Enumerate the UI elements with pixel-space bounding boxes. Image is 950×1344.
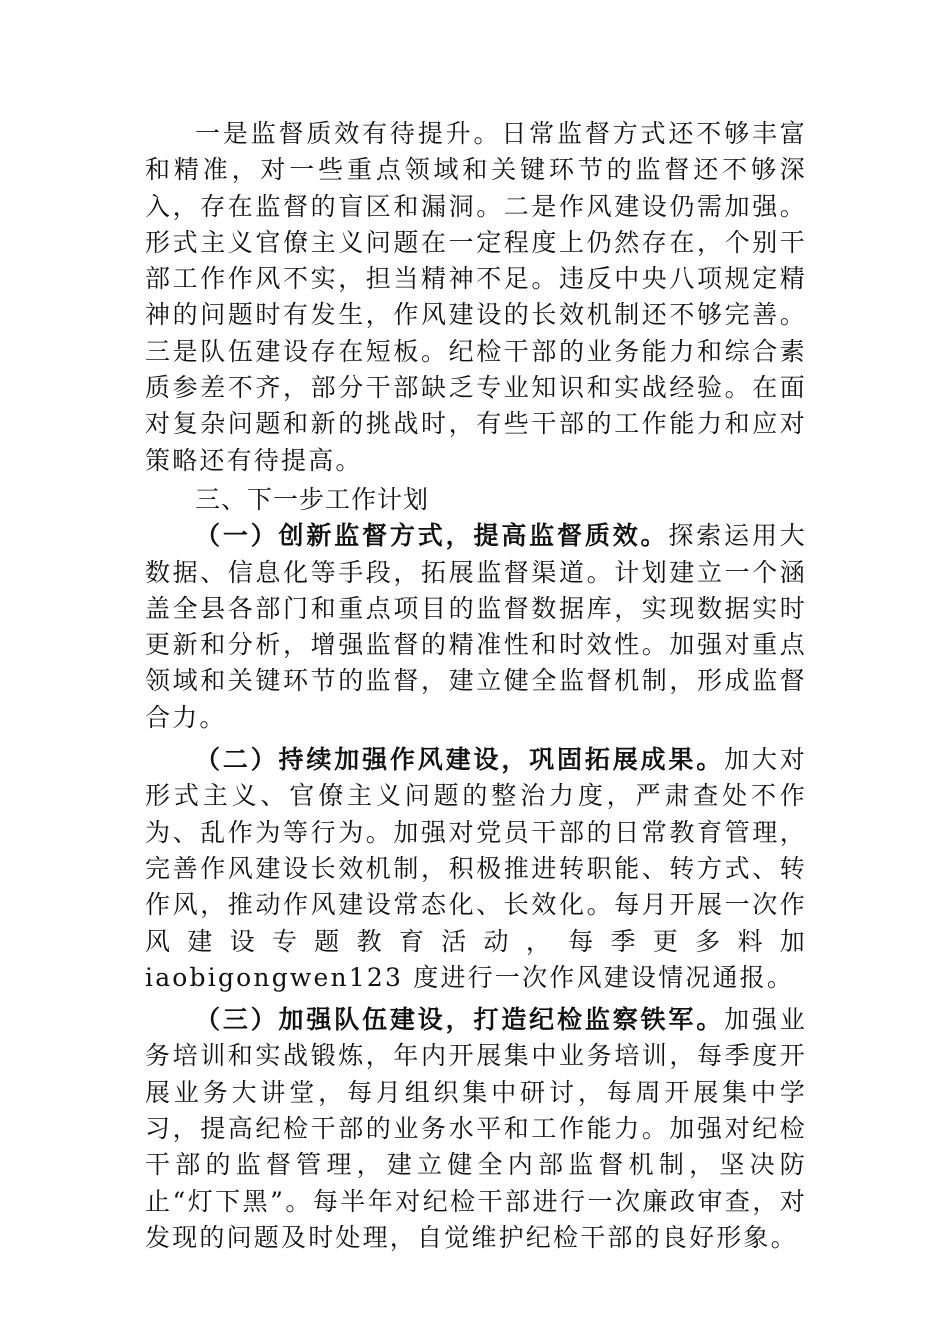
paragraph-plan-3 bbox=[145, 1002, 807, 1256]
plan-3-body: 加强业务培训和实战锻炼，年内开展集中业务培训，每季度开展业务大讲堂，每月组织集中研讨，每周开展集中学习，提高纪检干部的业务水平和工作能力。加强对纪检干部的监督管理，建立健全内部监督机制，坚决防止“灯下黑”。每半年对纪检干部进行一次廉政审查，对发现的问题及时处理，自觉维护纪检干部的良好形象。 bbox=[145, 1005, 807, 1252]
plan-1-lead: （一）创新监督方式，提高监督质效。 bbox=[195, 521, 669, 551]
document-body bbox=[145, 116, 807, 1256]
plan-3-lead: （三）加强队伍建设，打造纪检监察铁军。 bbox=[195, 1005, 725, 1035]
section-heading-next-steps: 三、下一步工作计划 bbox=[195, 484, 430, 514]
plan-2-lead: （二）持续加强作风建设，巩固拓展成果。 bbox=[195, 745, 725, 775]
paragraph-plan-1 bbox=[145, 518, 807, 736]
paragraph-plan-2 bbox=[145, 742, 807, 996]
plan-1-body: 探索运用大数据、信息化等手段，拓展监督渠道。计划建立一个涵盖全县各部门和重点项目的监督数据库，实现数据实时更新和分析，增强监督的精准性和时效性。加强对重点领域和关键环节的监督，建立健全监督机制，形成监督合力。 bbox=[145, 521, 807, 732]
plan-2-body: 加大对形式主义、官僚主义问题的整治力度，严肃查处不作为、乱作为等行为。加强对党员干部的日常教育管理，完善作风建设长效机制，积极推进转职能、转方式、转作风，推动作风建设常态化、长效化。每月开展一次作风建设专题教育活动，每季更多料加 iaobigongwen123 度进行一次作风建设情况通报。 bbox=[145, 745, 807, 992]
paragraph-problems: 一是监督质效有待提升。日常监督方式还不够丰富和精准，对一些重点领域和关键环节的监督还不够深入，存在监督的盲区和漏洞。二是作风建设仍需加强。形式主义官僚主义问题在一定程度上仍然存在，个别干部工作作风不实，担当精神不足。违反中央八项规定精神的问题时有发生，作风建设的长效机制还不够完善。三是队伍建设存在短板。纪检干部的业务能力和综合素质参差不齐，部分干部缺乏专业知识和实战经验。在面对复杂问题和新的挑战时，有些干部的工作能力和应对策略还有待提高。 bbox=[145, 119, 807, 475]
